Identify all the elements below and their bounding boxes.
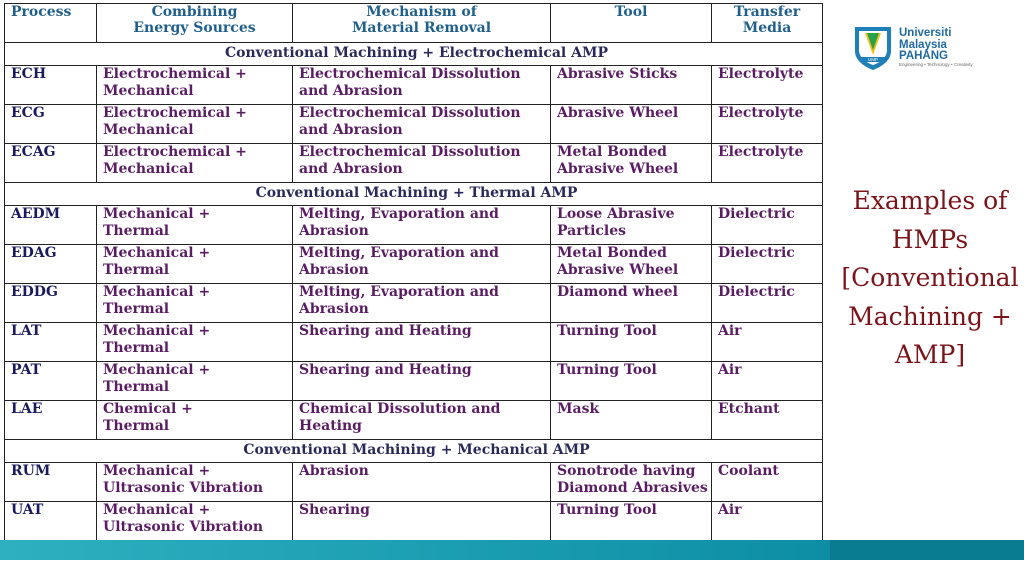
mechanism-cell: Melting, Evaporation and Abrasion <box>293 245 551 284</box>
media-cell: Air <box>712 502 823 541</box>
university-logo <box>853 25 973 71</box>
table-row <box>5 144 823 183</box>
media-cell: Etchant <box>712 401 823 440</box>
media-cell: Air <box>712 362 823 401</box>
combining-cell: Mechanical + Thermal <box>97 206 293 245</box>
header-tool: Tool <box>551 4 712 43</box>
table-row <box>5 362 823 401</box>
process-cell: PAT <box>5 362 97 401</box>
media-cell: Dielectric <box>712 206 823 245</box>
combining-cell: Electrochemical + Mechanical <box>97 144 293 183</box>
header-mechanism: Mechanism of Material Removal <box>293 4 551 43</box>
process-cell: UAT <box>5 502 97 541</box>
header-media: Transfer Media <box>712 4 823 43</box>
mechanism-cell: Shearing and Heating <box>293 362 551 401</box>
side-title: Examples of HMPs [Conventional Machining + AMP] <box>841 186 1019 369</box>
combining-cell: Chemical + Thermal <box>97 401 293 440</box>
process-cell: ECG <box>5 105 97 144</box>
section-title: Conventional Machining + Electrochemical AMP <box>5 43 823 66</box>
media-cell: Coolant <box>712 463 823 502</box>
process-cell: RUM <box>5 463 97 502</box>
footer-bar <box>0 540 1024 560</box>
combining-cell: Mechanical + Thermal <box>97 362 293 401</box>
tool-cell: Diamond wheel <box>551 284 712 323</box>
header-row <box>5 4 823 43</box>
combining-cell: Electrochemical + Mechanical <box>97 66 293 105</box>
combining-cell: Mechanical + Thermal <box>97 245 293 284</box>
table-row <box>5 463 823 502</box>
table-row <box>5 66 823 105</box>
tool-cell: Metal Bonded Abrasive Wheel <box>551 245 712 284</box>
tool-cell: Loose Abrasive Particles <box>551 206 712 245</box>
tool-cell: Turning Tool <box>551 502 712 541</box>
svg-text:UMP: UMP <box>868 57 878 62</box>
mechanism-cell: Melting, Evaporation and Abrasion <box>293 284 551 323</box>
process-cell: EDAG <box>5 245 97 284</box>
shield-logo-icon <box>853 25 893 71</box>
table-row <box>5 206 823 245</box>
media-cell: Electrolyte <box>712 144 823 183</box>
media-cell: Dielectric <box>712 245 823 284</box>
combining-cell: Electrochemical + Mechanical <box>97 105 293 144</box>
section-header-row <box>5 183 823 206</box>
header-process: Process <box>5 4 97 43</box>
tool-cell: Sonotrode having Diamond Abrasives <box>551 463 712 502</box>
section-header-row <box>5 43 823 66</box>
tool-cell: Turning Tool <box>551 323 712 362</box>
footer-tagline: Communitising Technology <box>851 3 971 14</box>
mechanism-cell: Melting, Evaporation and Abrasion <box>293 206 551 245</box>
footer-band <box>0 540 830 560</box>
bottom-strip <box>0 560 1024 576</box>
process-cell: LAT <box>5 323 97 362</box>
tool-cell: Mask <box>551 401 712 440</box>
table-row <box>5 245 823 284</box>
section-title: Conventional Machining + Thermal AMP <box>5 183 823 206</box>
combining-cell: Mechanical + Ultrasonic Vibration <box>97 502 293 541</box>
process-cell: ECH <box>5 66 97 105</box>
mechanism-cell: Chemical Dissolution and Heating <box>293 401 551 440</box>
tool-cell: Turning Tool <box>551 362 712 401</box>
process-cell: EDDG <box>5 284 97 323</box>
table-row <box>5 105 823 144</box>
mechanism-cell: Shearing <box>293 502 551 541</box>
table-row <box>5 502 823 541</box>
combining-cell: Mechanical + Thermal <box>97 323 293 362</box>
section-title: Conventional Machining + Mechanical AMP <box>5 440 823 463</box>
combining-cell: Mechanical + Thermal <box>97 284 293 323</box>
tool-cell: Abrasive Wheel <box>551 105 712 144</box>
mechanism-cell: Electrochemical Dissolution and Abrasion <box>293 144 551 183</box>
header-combining: Combining Energy Sources <box>97 4 293 43</box>
logo-wordmark: Universiti Malaysia PAHANG <box>899 27 952 62</box>
process-cell: AEDM <box>5 206 97 245</box>
mechanism-cell: Abrasion <box>293 463 551 502</box>
footer-right <box>830 540 1024 560</box>
section-header-row <box>5 440 823 463</box>
table-row <box>5 401 823 440</box>
table-row <box>5 323 823 362</box>
process-cell: ECAG <box>5 144 97 183</box>
mechanism-cell: Electrochemical Dissolution and Abrasion <box>293 105 551 144</box>
media-cell: Dielectric <box>712 284 823 323</box>
mechanism-cell: Shearing and Heating <box>293 323 551 362</box>
table-row <box>5 284 823 323</box>
mechanism-cell: Electrochemical Dissolution and Abrasion <box>293 66 551 105</box>
media-cell: Air <box>712 323 823 362</box>
media-cell: Electrolyte <box>712 66 823 105</box>
hmp-table <box>4 3 823 541</box>
media-cell: Electrolyte <box>712 105 823 144</box>
logo-tagline: Engineering • Technology • Creativity <box>899 62 973 67</box>
tool-cell: Abrasive Sticks <box>551 66 712 105</box>
process-cell: LAE <box>5 401 97 440</box>
tool-cell: Metal Bonded Abrasive Wheel <box>551 144 712 183</box>
combining-cell: Mechanical + Ultrasonic Vibration <box>97 463 293 502</box>
